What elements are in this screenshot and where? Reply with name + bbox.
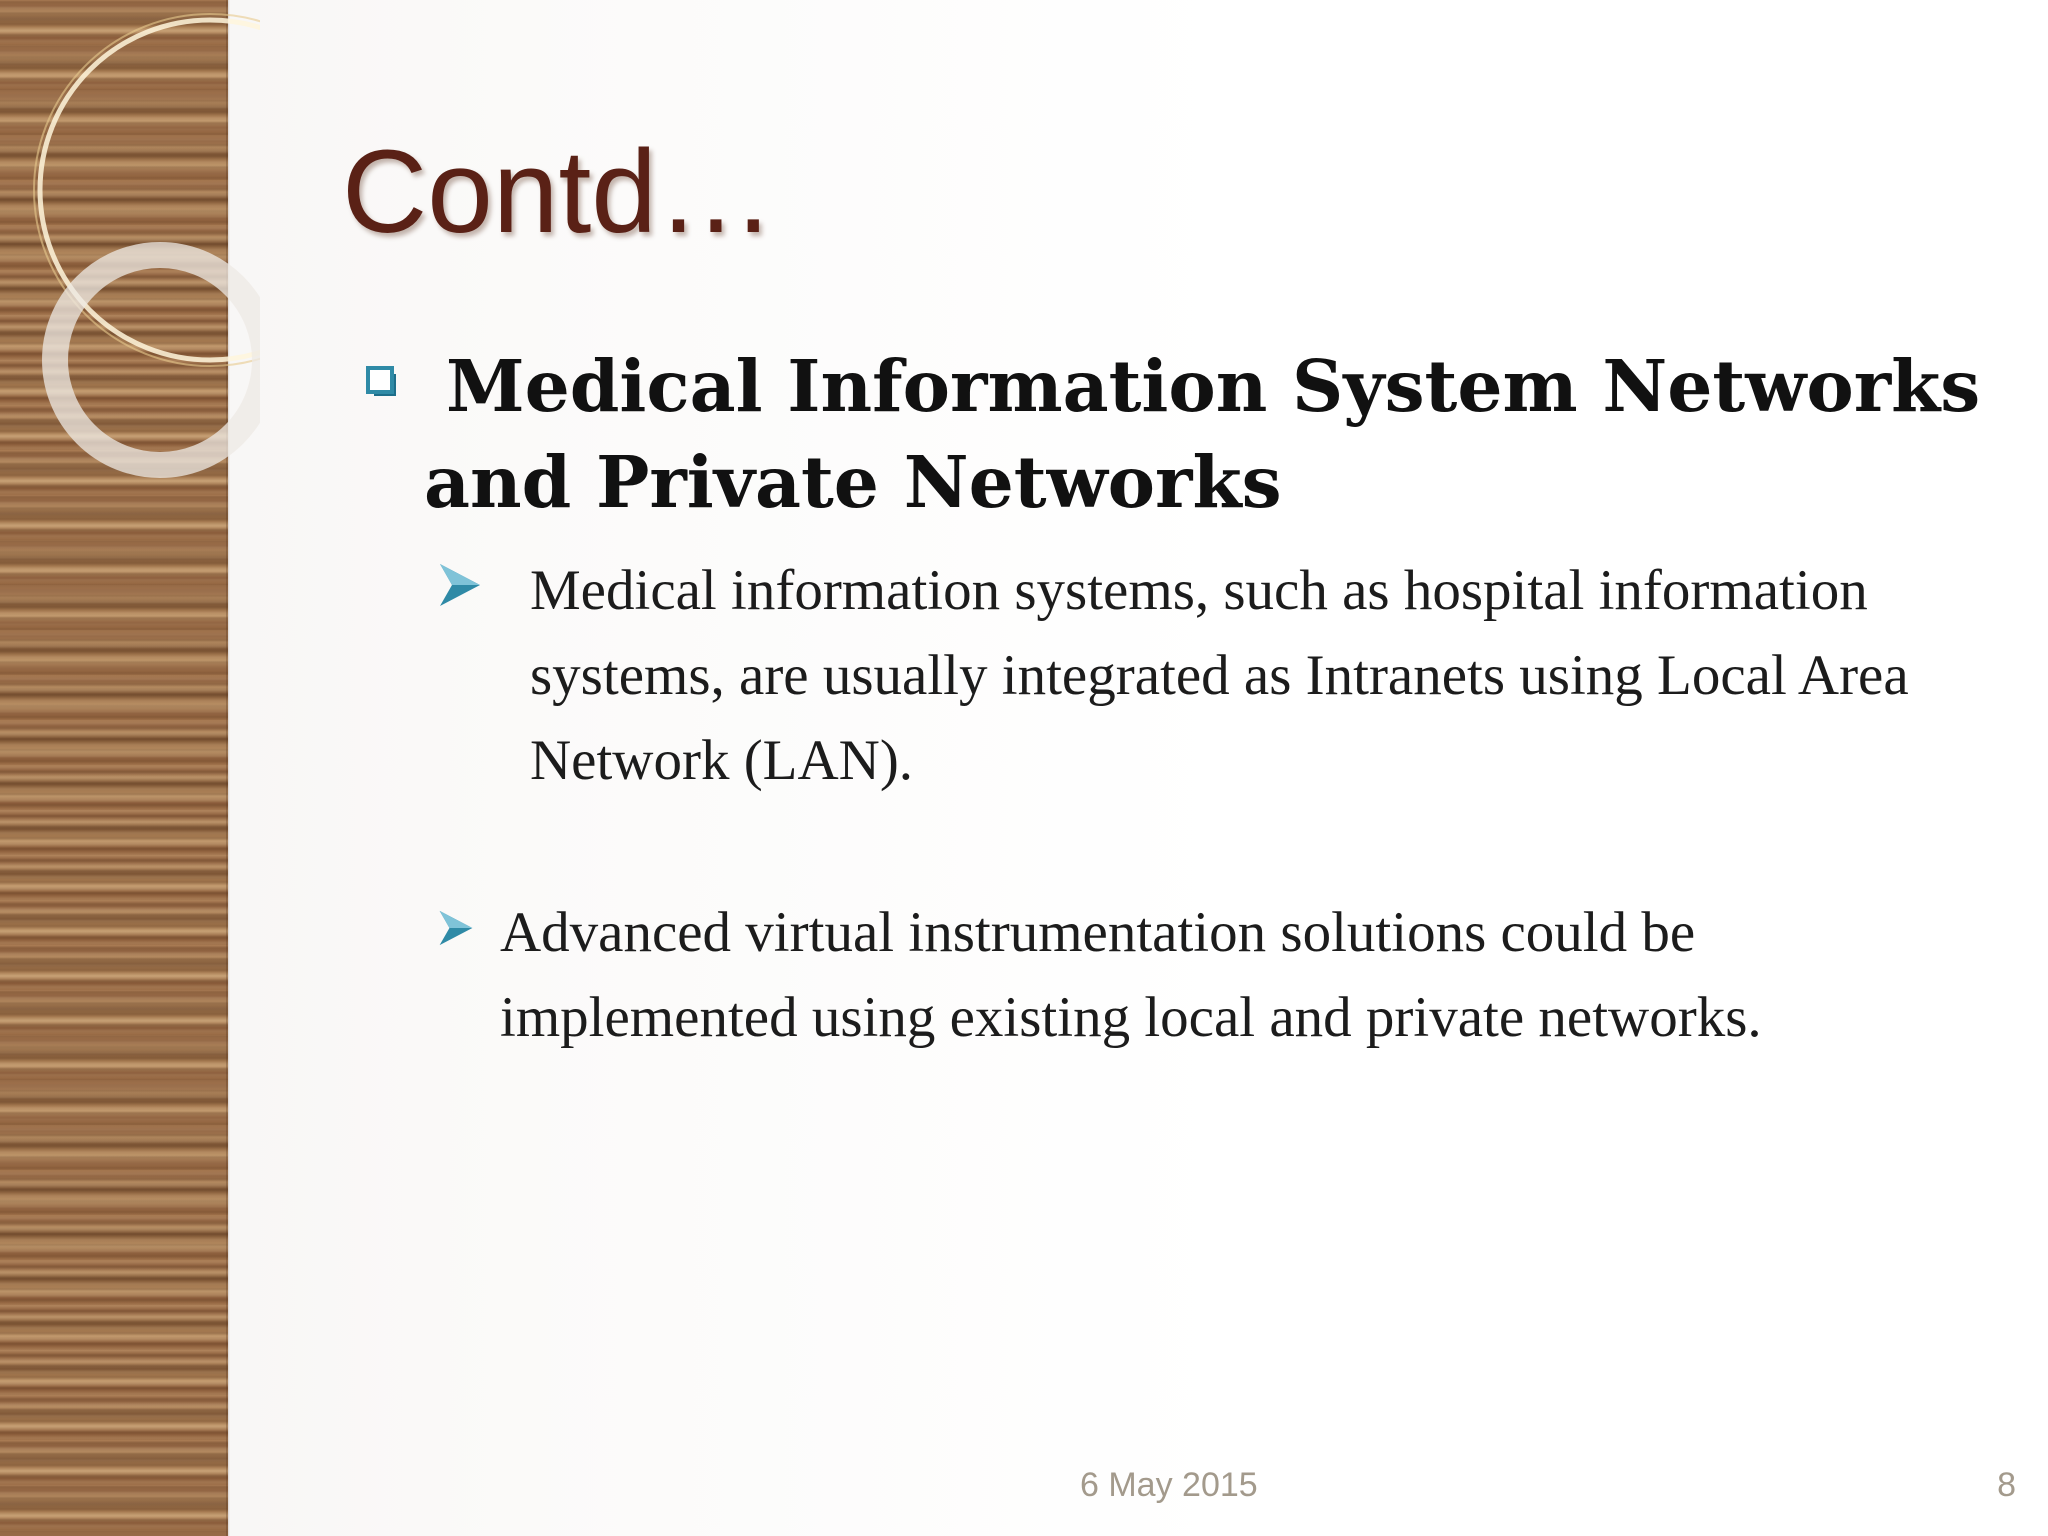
- decorative-rings: [0, 0, 260, 520]
- bullet-item-1: Medical information systems, such as hospital information systems, are usually integrated as Intranets using Local Area Network (LAN).: [530, 559, 1909, 792]
- slide-title: Contd…: [342, 126, 775, 258]
- footer-date: 6 May 2015: [1080, 1466, 1258, 1504]
- bullet-item-2: Advanced virtual instrumentation solutions could be implemented using existing local and private networks.: [500, 901, 1762, 1049]
- arrowhead-bullet-icon: [438, 908, 474, 948]
- section-heading: Medical Information System Networks and Private Networks: [424, 344, 1981, 524]
- slide-number: 8: [1997, 1466, 2016, 1504]
- arrowhead-bullet-icon: [438, 562, 482, 608]
- square-bullet-icon: [366, 366, 398, 398]
